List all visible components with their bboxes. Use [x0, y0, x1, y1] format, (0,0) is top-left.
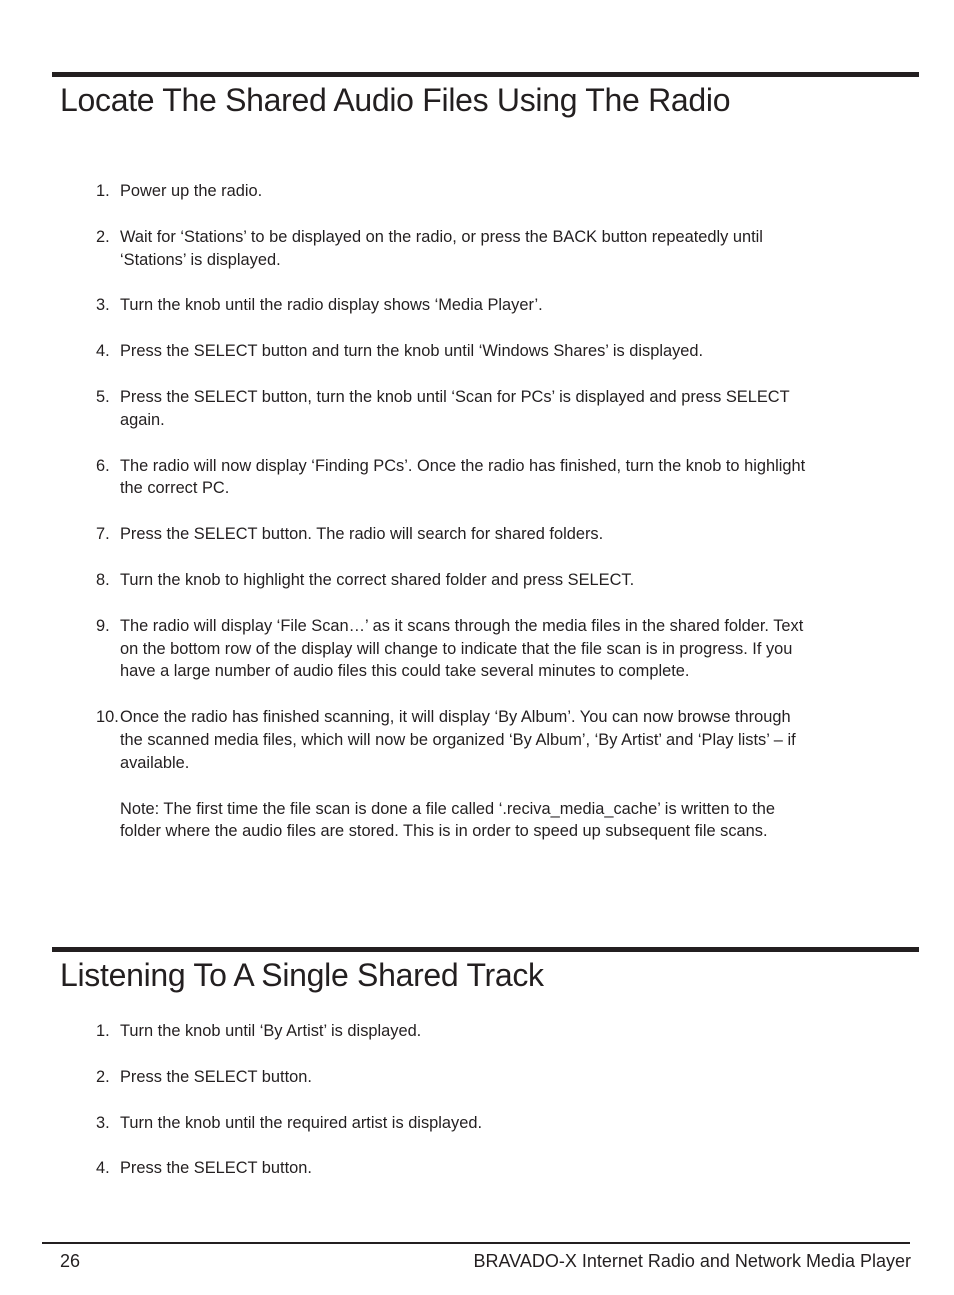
list-item	[96, 226, 816, 272]
footer-rule	[42, 1242, 910, 1244]
step-text: Power up the radio.	[120, 182, 263, 200]
note-text: Note: The first time the file scan is done a file called ‘.reciva_media_cache’ is written to the folder where the audio files are stored. This is in order to speed up subsequent file scans.	[120, 799, 776, 841]
step-text: Press the SELECT button, turn the knob until ‘Scan for PCs’ is displayed and press SELECT again.	[120, 387, 790, 429]
section2-steps	[96, 1020, 816, 1180]
step-text: The radio will now display ‘Finding PCs’. Once the radio has finished, turn the knob to highlight the correct PC.	[120, 456, 806, 498]
step-text: Press the SELECT button.	[120, 1067, 312, 1086]
step-text: Turn the knob to highlight the correct shared folder and press SELECT.	[120, 570, 635, 589]
step-number: 1.	[96, 182, 110, 200]
list-item	[96, 386, 816, 432]
list-item	[96, 615, 816, 683]
step-number: 4.	[96, 342, 110, 361]
section1-steps	[96, 180, 816, 843]
list-item	[96, 1066, 816, 1089]
step-text: Wait for ‘Stations’ to be displayed on the radio, or press the BACK button repeatedly until ‘Stations’ is displayed.	[120, 227, 763, 269]
step-text: Press the SELECT button and turn the knob until ‘Windows Shares’ is displayed.	[120, 342, 704, 361]
list-item	[96, 340, 816, 363]
step-number: 4.	[96, 1159, 110, 1178]
step-number: 8.	[96, 570, 110, 589]
step-text: Press the SELECT button.	[120, 1159, 312, 1178]
step-text: The radio will display ‘File Scan…’ as it scans through the media files in the shared folder. Text on the bottom row of the display will change to indicate that the file scan is in progress. If you have a large number of audio files this could take several minutes to complete.	[120, 616, 804, 681]
section1-top-rule	[52, 72, 919, 77]
page-number: 26	[60, 1251, 81, 1271]
section1-heading: Locate The Shared Audio Files Using The Radio	[60, 82, 731, 118]
step-number: 10.	[96, 708, 119, 727]
step-number: 5.	[96, 387, 110, 406]
step-number: 3.	[96, 1113, 110, 1132]
footer-title: BRAVADO-X Internet Radio and Network Media Player	[473, 1251, 911, 1271]
step-number: 6.	[96, 456, 110, 475]
list-item	[96, 180, 816, 203]
list-item	[96, 294, 816, 317]
list-item	[96, 1157, 816, 1180]
step-number: 3.	[96, 296, 110, 315]
list-item	[96, 523, 816, 546]
list-item	[96, 455, 816, 501]
step-number: 2.	[96, 1067, 110, 1086]
step-text: Turn the knob until the required artist is displayed.	[120, 1113, 483, 1132]
step-number: 1.	[96, 1022, 110, 1040]
section2-heading: Listening To A Single Shared Track	[60, 957, 544, 993]
step-text: Turn the knob until ‘By Artist’ is displayed.	[120, 1022, 422, 1040]
step-number: 9.	[96, 616, 110, 635]
step-number: 2.	[96, 227, 110, 246]
list-item	[96, 569, 816, 592]
list-item	[96, 1020, 816, 1043]
step-text: Once the radio has finished scanning, it will display ‘By Album’. You can now browse through the scanned media files, which will now be organized ‘By Album’, ‘By Artist’ and ‘Play lists’ – if available.	[120, 708, 796, 772]
step-number: 7.	[96, 525, 110, 544]
step-text: Turn the knob until the radio display shows ‘Media Player’.	[120, 296, 543, 315]
section2-top-rule	[52, 947, 919, 952]
step-text: Press the SELECT button. The radio will search for shared folders.	[120, 525, 604, 544]
list-item	[96, 706, 816, 774]
list-item	[96, 1112, 816, 1135]
